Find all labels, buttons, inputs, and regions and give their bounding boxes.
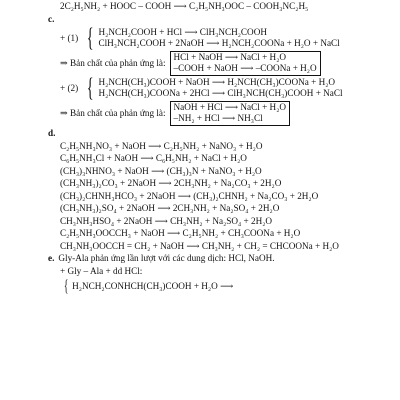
reaction-1-prefix: + (1) <box>60 33 79 43</box>
nature-2-label: ⇒ Bản chất của phản ứng là: <box>60 107 166 118</box>
d-line-1: C₂H₅NH₃NO₃ + NaOH ⟶ C₂H₅NH₂ + NaNO₃ + H₂O <box>60 140 263 151</box>
nature-1-line-1: HCl + NaOH ⟶ NaCl + H₂O <box>173 51 287 62</box>
section-d-label: d. <box>48 127 56 138</box>
reaction-1-line-1: H₂NCH₂COOH + HCl ⟶ ClH₃NCH₂COOH <box>98 26 267 37</box>
d-line-4: (CH₃NH₃)₂CO₃ + 2NaOH ⟶ 2CH₃NH₂ + Na₂CO₃ + 2H₂O <box>60 178 282 188</box>
nature-2-row <box>60 101 394 126</box>
brace-icon: { <box>86 23 94 52</box>
reaction-group-1 <box>60 23 394 52</box>
d-line-9: CH₃NH₃OOCCH = CH₂ + NaOH ⟶ CH₃NH₂ + CH₂ = CHCOONa + H₂O <box>60 240 339 251</box>
d-line-2: C₆H₅NH₃Cl + NaOH ⟶ C₆H₅NH₂ + NaCl + H₂O <box>60 153 247 163</box>
section-e-sub: + Gly – Ala + dd HCl: <box>60 265 143 276</box>
d-line-8: C₂H₅NH₃OOCCH₃ + NaOH ⟶ C₂H₅NH₂ + CH₃COONa + H₂O <box>60 228 301 238</box>
top-equation: 2C₂H₅NH₂ + HOOC – COOH ⟶ C₂H₅NH₃OOC – COOH₃NC₂H₅ <box>60 1 309 11</box>
section-e-first-group <box>60 278 394 294</box>
nature-1-label: ⇒ Bản chất của phản ứng là: <box>60 57 166 68</box>
nature-1-box <box>170 51 321 76</box>
section-e-first-line: H₂NCH₂CONHCH(CH₃)COOH + H₂O ⟶ <box>72 280 234 291</box>
nature-2-box <box>170 101 290 126</box>
reaction-2-lines <box>98 77 342 100</box>
nature-1-row <box>60 51 394 76</box>
section-c-label: c. <box>48 13 55 24</box>
reaction-2-prefix: + (2) <box>60 83 79 93</box>
d-line-7: CH₃NH₃HSO₄ + 2NaOH ⟶ CH₃NH₂ + Na₂SO₄ + 2H₂O <box>60 215 273 226</box>
section-e-label: e. <box>48 253 55 263</box>
brace-icon: { <box>86 73 94 102</box>
nature-2-line-2: –NH₂ + HCl ⟶ NH₃Cl <box>173 113 263 123</box>
brace-icon: { <box>63 276 69 295</box>
nature-1-line-2: –COOH + NaOH ⟶ –COONa + H₂O <box>173 63 317 73</box>
section-e-row <box>48 252 394 265</box>
reaction-2-line-2: H₂NCH(CH₃)COONa + 2HCl ⟶ ClH₃NCH(CH₃)COOH + NaCl <box>98 88 343 98</box>
reaction-group-2 <box>60 73 394 102</box>
d-line-5: (CH₃)₂CHNH₃HCO₃ + 2NaOH ⟶ (CH₃)₂CHNH₂ + Na₂CO₃ + 2H₂O <box>60 190 319 201</box>
reaction-1-line-2: ClH₃NCH₂COOH + 2NaOH ⟶ H₂NCH₂COONa + H₂O + NaCl <box>98 38 340 48</box>
reaction-1-lines <box>98 27 339 50</box>
nature-2-line-1: NaOH + HCl ⟶ NaCl + H₂O <box>173 101 287 112</box>
d-line-3: (CH₃)₃NHNO₃ + NaOH ⟶ (CH₃)₃N + NaNO₃ + H₂O <box>60 165 262 176</box>
reaction-2-line-1: H₂NCH(CH₃)COOH + NaOH ⟶ H₂NCH(CH₃)COONa + H₂O <box>98 76 336 87</box>
d-line-6: (CH₃NH₃)₂SO₄ + 2NaOH ⟶ 2CH₃NH₂ + Na₂SO₄ + 2H₂O <box>60 203 280 213</box>
section-e-intro: Gly-Ala phản ứng lần lượt với các dung dịch: HCl, NaOH. <box>58 253 275 263</box>
